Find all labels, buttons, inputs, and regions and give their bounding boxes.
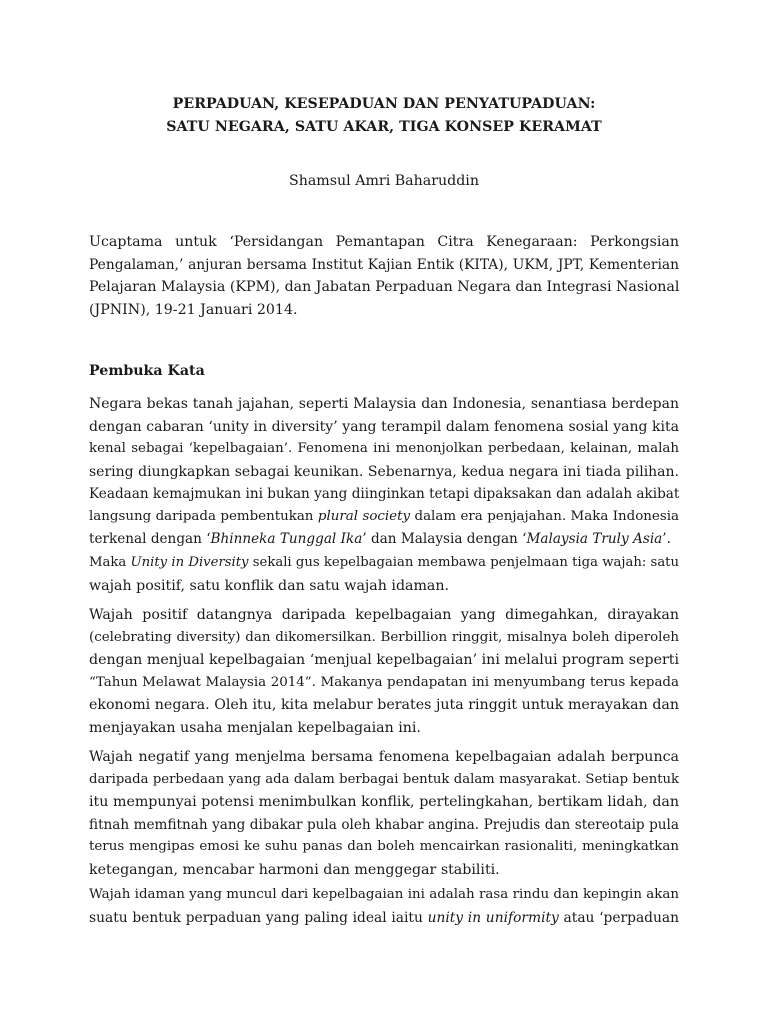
text-run: ’ dan Malaysia dengan ‘ [362, 531, 527, 547]
intro-line: Pelajaran Malaysia (KPM), dan Jabatan Perpaduan Negara dan Integrasi Nasional [89, 279, 680, 295]
italic-term: Unity in Diversity [130, 555, 249, 570]
paragraph-1 [89, 393, 679, 551]
section-heading: Pembuka Kata [89, 363, 205, 379]
paragraph-line: kenal sebagai ‘kepelbagaian’. Fenomena ini menonjolkan perbedaan, kelainan, malah [89, 441, 679, 456]
text-run: ’. [662, 531, 671, 547]
intro-paragraph [89, 231, 679, 321]
text-run: suatu bentuk perpaduan yang paling ideal iaitu [89, 909, 428, 926]
paragraph-line: “Tahun Melawat Malaysia 2014”. Makanya pendapatan ini menyumbang terus kepada [89, 674, 679, 690]
intro-line: (JPNIN), 19-21 Januari 2014. [89, 301, 298, 318]
paragraph-line: Negara bekas tanah jajahan, seperti Malaysia dan Indonesia, senantiasa berdepan [89, 396, 679, 412]
paragraph-line: Keadaan kemajmukan ini bukan yang diinginkan tetapi dipaksakan dan adalah akibat [89, 486, 680, 502]
text-run: terkenal dengan ‘ [89, 531, 211, 547]
italic-term: unity in uniformity [427, 909, 559, 926]
paragraph-line [89, 506, 679, 529]
italic-term: Bhinneka Tunggal Ika [210, 531, 363, 547]
document-title [89, 93, 679, 139]
paragraph-line: dengan cabaran ‘unity in diversity’ yang terampil dalam fenomena sosial yang kita [89, 418, 679, 435]
text-run: dalam era penjajahan. Maka Indonesia [410, 508, 679, 524]
intro-line: Pengalaman,’ anjuran bersama Institut Kajian Entik (KITA), UKM, JPT, Kementerian [89, 256, 679, 273]
paragraph-line: Wajah negatif yang menjelma bersama fenomena kepelbagaian adalah berpunca [89, 749, 679, 765]
italic-term: Malaysia Truly Asia [526, 531, 663, 547]
paragraph-line [89, 552, 679, 575]
italic-term: plural society [317, 508, 411, 524]
paragraph-line: fitnah memfitnah yang dibakar pula oleh khabar angina. Prejudis dan stereotaip pula [89, 816, 679, 833]
paragraph-line: sering diungkapkan sebagai keunikan. Sebenarnya, kedua negara ini tiada pilihan. [89, 463, 679, 480]
paragraph-line: Wajah positif datangnya daripada kepelbagaian yang dimegahkan, dirayakan [89, 607, 679, 623]
text-run: sekali gus kepelbagaian membawa penjelmaan tiga wajah: satu [248, 555, 679, 570]
paragraph-line: daripada perbedaan yang ada dalam berbagai bentuk dalam masyarakat. Setiap bentuk [89, 771, 679, 787]
title-line-1: PERPADUAN, KESEPADUAN DAN PENYATUPADUAN: [172, 96, 596, 112]
paragraph-line: menjayakan usaha menjalan kepelbagaian ini. [89, 719, 421, 736]
text-run: langsung daripada pembentukan [89, 508, 318, 524]
paragraph-line: ekonomi negara. Oleh itu, kita melabur berates juta ringgit untuk merayakan dan [89, 697, 679, 713]
paragraph-line: terus mengipas emosi ke suhu panas dan boleh mencairkan rasionaliti, meningkatkan [89, 839, 679, 854]
paragraph-2 [89, 552, 679, 597]
text-run: atau ‘perpaduan [558, 909, 679, 926]
paragraph-line: wajah positif, satu konflik dan satu wajah idaman. [89, 577, 450, 594]
paragraph-line [89, 528, 679, 551]
paragraph-line: ketegangan, mencabar harmoni dan menggegar stabiliti. [89, 861, 500, 878]
intro-line: Ucaptama untuk ‘Persidangan Pemantapan Citra Kenegaraan: Perkongsian [89, 234, 679, 250]
paragraph-line: Wajah idaman yang muncul dari kepelbagaian ini adalah rasa rindu dan kepingin akan [89, 887, 679, 902]
title-line-2: SATU NEGARA, SATU AKAR, TIGA KONSEP KERAMAT [166, 119, 602, 135]
text-run: Maka [89, 555, 131, 570]
paragraph-line: itu mempunyai potensi menimbulkan konflik, pertelingkahan, bertikam lidah, dan [89, 794, 679, 810]
paragraph-3 [89, 604, 679, 739]
paragraph-5 [89, 884, 679, 929]
paragraph-line: (celebrating diversity) dan dikomersilkan. Berbillion ringgit, misalnya boleh diperoleh [89, 629, 679, 645]
paragraph-line [89, 907, 679, 930]
paragraph-line: dengan menjual kepelbagaian ‘menjual kepelbagaian’ ini melalui program seperti [89, 652, 679, 668]
author-name: Shamsul Amri Baharuddin [288, 173, 479, 189]
paragraph-4 [89, 746, 679, 881]
